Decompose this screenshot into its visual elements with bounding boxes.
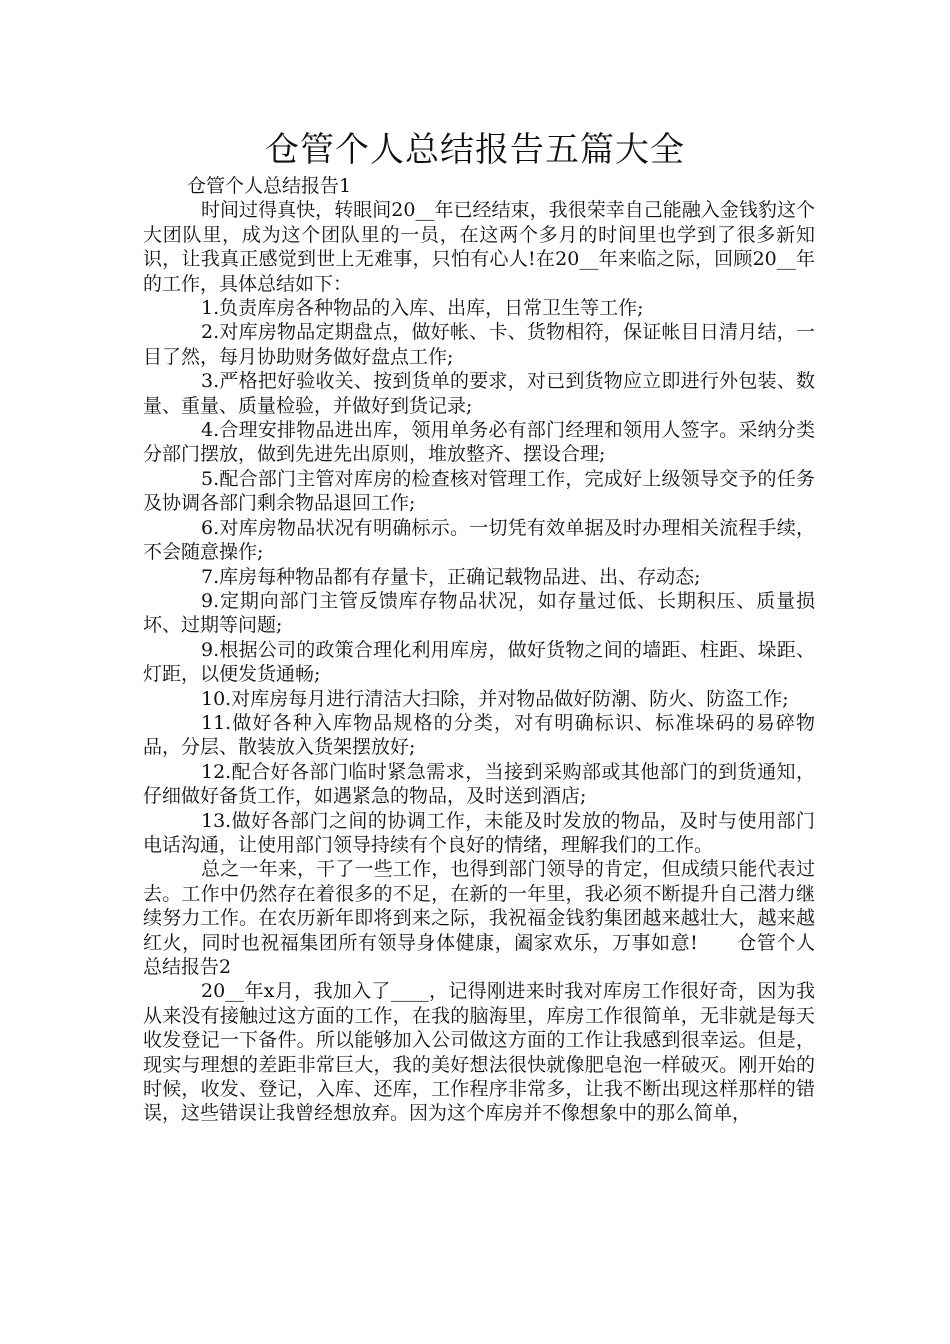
- paragraph: 11.做好各种入库物品规格的分类，对有明确标识、标准垛码的易碎物品，分层、散装放入货架摆放好;: [143, 711, 815, 759]
- document-title: 仓管个人总结报告五篇大全: [265, 130, 685, 170]
- paragraph: 13.做好各部门之间的协调工作，未能及时发放的物品，及时与使用部门电话沟通，让使用部门领导持续有个良好的情绪，理解我们的工作。: [143, 809, 815, 856]
- paragraph: 5.配合部门主管对库房的检查核对管理工作，完成好上级领导交予的任务及协调各部门剩余物品退回工作;: [143, 467, 815, 515]
- paragraph: 6.对库房物品状况有明确标示。一切凭有效单据及时办理相关流程手续，不会随意操作;: [143, 516, 815, 564]
- paragraph: 时间过得真快，转眼间20__年已经结束，我很荣幸自己能融入金钱豹这个大团队里，成为这个团队里的一员，在这两个多月的时间里也学到了很多新知识，让我真正感觉到世上无难事，只怕有心人!在20__年来临之际，回顾20__年的工作，具体总结如下：: [143, 199, 815, 295]
- document-body: [143, 174, 815, 1126]
- paragraph: 2.对库房物品定期盘点，做好帐、卡、货物相符，保证帐目日清月结，一目了然，每月协助财务做好盘点工作;: [143, 321, 815, 368]
- paragraph: 9.根据公司的政策合理化利用库房，做好货物之间的墙距、柱距、垛距、灯距，以便发货通畅;: [143, 638, 815, 686]
- paragraph: 总之一年来，干了一些工作，也得到部门领导的肯定，但成绩只能代表过去。工作中仍然存在着很多的不足，在新的一年里，我必须不断提升自己潜力继续努力工作。在农历新年即将到来之际，我祝福金钱豹集团越来越壮大，越来越红火，同时也祝福集团所有领导身体健康，阖家欢乐，万事如意! 仓管个人总结报告2: [143, 858, 815, 978]
- paragraph: 7.库房每种物品都有存量卡，正确记载物品进、出、存动态;: [201, 565, 701, 588]
- paragraph: 12.配合好各部门临时紧急需求，当接到采购部或其他部门的到货通知，仔细做好备货工作，如遇紧急的物品，及时送到酒店;: [143, 760, 815, 808]
- paragraph: 3.严格把好验收关、按到货单的要求，对已到货物应立即进行外包装、数量、重量、质量检验，并做好到货记录;: [143, 370, 815, 417]
- section-heading: 仓管个人总结报告1: [187, 175, 352, 197]
- paragraph: 9.定期向部门主管反馈库存物品状况，如存量过低、长期积压、质量损坏、过期等问题;: [143, 589, 815, 637]
- paragraph: 4.合理安排物品进出库，领用单务必有部门经理和领用人签字。采纳分类分部门摆放，做到先进先出原则，堆放整齐、摆设合理;: [143, 419, 815, 466]
- paragraph: 20__年x月，我加入了____，记得刚进来时我对库房工作很好奇，因为我从来没有接触过这方面的工作，在我的脑海里，库房工作很简单，无非就是每天收发登记一下备件。所以能够加入公司做这方面的工作让我感到很幸运。但是，现实与理想的差距非常巨大，我的美好想法很快就像肥皂泡一样破灭。刚开始的时候，收发、登记，入库、还库，工作程序非常多，让我不断出现这样那样的错误，这些错误让我曾经想放弃。因为这个库房并不像想象中的那么简单，: [143, 980, 815, 1125]
- paragraph: 1.负责库房各种物品的入库、出库，日常卫生等工作;: [201, 297, 644, 320]
- paragraph: 10.对库房每月进行清洁大扫除，并对物品做好防潮、防火、防盗工作;: [201, 687, 789, 710]
